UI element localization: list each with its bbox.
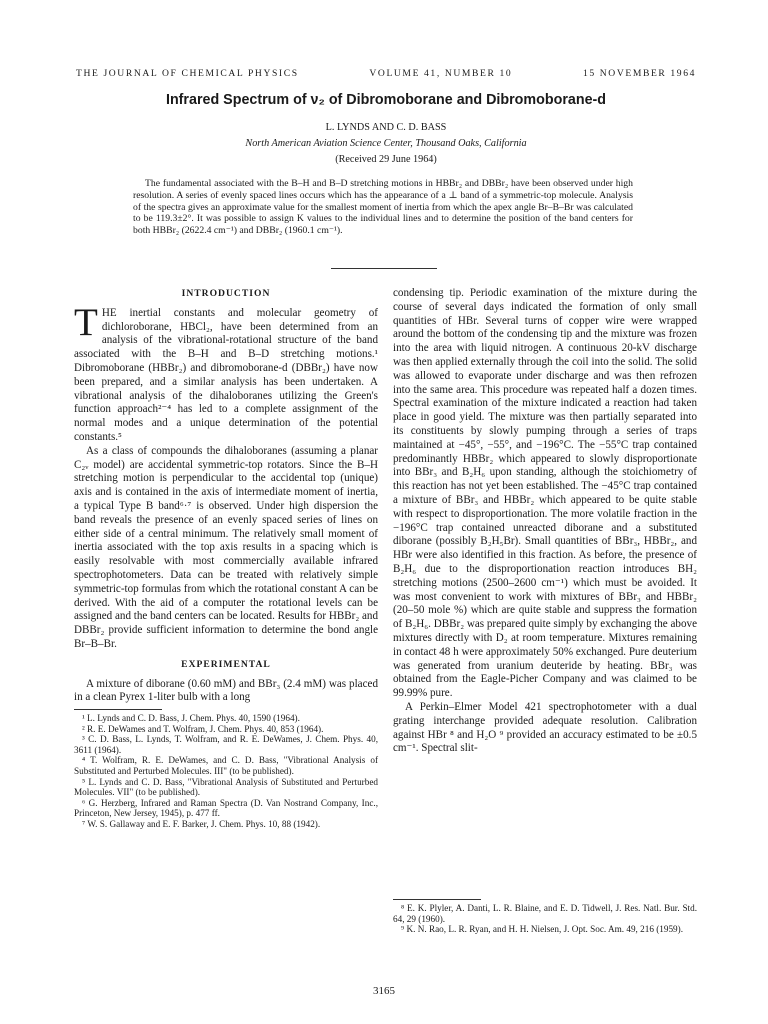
intro-paragraph-2: As a class of compounds the dihaloboranes (assuming a planar C₂ᵥ model) are accidental symmetric-top rotators. Since the B–H stretching motion is perpendicular to the accidental top (unique) axis and is contained in the axis of intermediate moment of inertia, a typical Type B band⁶·⁷ is observed. Under high dispersion the band reveals the presence of an evenly spaced series of lines on either side of a central minimum. The relatively small moment of inertia associated with the top axis results in a spacing which is easily resolvable with most commercially available infrared spectrophotometers. Data can be treated with relatively simple symmetric-top formulas from which the rotational constant A can be derived. With the aid of a computer the rotational levels can be assigned and the band centers can be located. Results for HBBr₂ and DBBr₂ provide sufficient information to determine the bond angle Br–B–Br. bbox=[74, 444, 378, 650]
abstract-divider bbox=[331, 268, 437, 269]
affiliation: North American Aviation Science Center, Thousand Oaks, California bbox=[245, 138, 527, 149]
intro-paragraph-1-text: HE inertial constants and molecular geometry of dichloroborane, HBCl₂, have been determined from an analysis of the vibrational-rotational structure of the band associated with the B–H and B–D stretching motions.¹ Dibromoborane (HBBr₂) and dibromoborane-d (DBBr₂) have now been prepared, and a similar analysis has been undertaken. A vibrational analysis of the dihaloboranes utilizing the Green's function approach²⁻⁴ has led to a complete assignment of the normal modes and a unique determination of the potential constants.⁵ bbox=[74, 306, 378, 443]
author-list: L. LYNDS AND C. D. BASS bbox=[325, 122, 447, 133]
footnote-divider-right bbox=[393, 899, 481, 900]
footnote-4: ⁴ T. Wolfram, R. E. DeWames, and C. D. Bass, "Vibrational Analysis of Substituted and Perturbed Molecules. III" (to be published). bbox=[74, 755, 378, 777]
footnote-8: ⁸ E. K. Plyler, A. Danti, L. R. Blaine, and E. D. Tidwell, J. Res. Natl. Bur. Std. 64, 29 (1960). bbox=[393, 903, 697, 924]
footnote-5: ⁵ L. Lynds and C. D. Bass, "Vibrational Analysis of Substituted and Perturbed Molecules. VII" (to be published). bbox=[74, 776, 378, 798]
footnote-9: ⁹ K. N. Rao, L. R. Ryan, and H. H. Nielsen, J. Opt. Soc. Am. 49, 216 (1959). bbox=[401, 924, 684, 935]
right-column bbox=[393, 287, 697, 935]
received-date: (Received 29 June 1964) bbox=[335, 154, 437, 165]
footnote-1: ¹ L. Lynds and C. D. Bass, J. Chem. Phys. 40, 1590 (1964). bbox=[82, 713, 300, 724]
volume-number: VOLUME 41, NUMBER 10 bbox=[369, 68, 513, 79]
footnote-7: ⁷ W. S. Gallaway and E. F. Barker, J. Chem. Phys. 10, 88 (1942). bbox=[82, 819, 321, 830]
issue-date: 15 NOVEMBER 1964 bbox=[582, 68, 696, 79]
footnotes-left bbox=[74, 713, 378, 830]
footnotes-right bbox=[393, 895, 697, 935]
experimental-paragraph-2: condensing tip. Periodic examination of the mixture during the course of several days indicated the formation of only small quantities of HBr. Several turns of copper wire were wrapped around the bottom of the condensing tip and the mixture was frozen into the area with liquid nitrogen. A continuous 20-kV discharge was then applied externally through the coil into the solid. The solid was allowed to evaporate under discharge and was then refrozen into the same area. This procedure was repeated half a dozen times. Spectral examination of the mixture indicated a reaction had taken place in good yield. The mixture was then partially separated into its constituents by slowly pumping through a series of traps maintained at −45°, −55°, and −196°C. The −55°C trap contained predominantly HBBr₂ which appeared to slowly disproportionate into BBr₃ and B₂H₆ upon standing, although the stoichiometry of this reaction has not yet been established. The −45°C trap contained a mixture of BBr₃ and HBBr₂ which appeared to be quite stable with respect to disproportionation. The more volatile fraction in the −196°C trap contained unreacted diborane and a substituted diborane (possibly B₂H₅Br). Small quantities of BBr₃, HBBr₂, and HBr were also identified in this fraction. As before, the presence of B₂H₆ due to the disproportionation reaction introduces BH₂ stretching motions (2500–2600 cm⁻¹) which must be avoided. It was most convenient to work with mixtures of BBr₃ and HBBr₂ (20–50 mole %) which are quite stable and suppress the formation of B₂H₆. DBBr₂ was prepared quite simply by exchanging the above mixtures directly with D₂ at room temperature. Mixtures remaining in contact 48 h were approximately 50% exchanged. Pure deuterium was generated from uranium deuteride by heating. BBr₃ was obtained from the Eagle-Picher Company and was claimed to be 99.99% pure. bbox=[393, 287, 697, 700]
experimental-paragraph-1: A mixture of diborane (0.60 mM) and BBr₃ (2.4 mM) was placed in a clean Pyrex 1-liter bulb with a long bbox=[74, 677, 378, 704]
footnote-6: ⁶ G. Herzberg, Infrared and Raman Spectra (D. Van Nostrand Company, Inc., Princeton, New Jersey, 1945), p. 477 ff. bbox=[74, 797, 378, 819]
experimental-heading: EXPERIMENTAL bbox=[181, 658, 271, 670]
drop-cap: T bbox=[74, 300, 98, 344]
footnote-divider bbox=[74, 709, 162, 710]
footnote-3: ³ C. D. Bass, L. Lynds, T. Wolfram, and R. E. DeWames, J. Chem. Phys. 40, 3611 (1964). bbox=[74, 734, 378, 755]
running-head bbox=[76, 68, 696, 79]
footnote-2: ² R. E. DeWames and T. Wolfram, J. Chem. Phys. 40, 853 (1964). bbox=[82, 723, 324, 734]
journal-name: THE JOURNAL OF CHEMICAL PHYSICS bbox=[76, 68, 299, 79]
intro-paragraph-1 bbox=[74, 300, 378, 445]
introduction-heading: INTRODUCTION bbox=[181, 288, 271, 299]
experimental-paragraph-3: A Perkin–Elmer Model 421 spectrophotometer with a dual grating interchange provided adequate resolution. Calibration against HBr ⁸ and H₂O ⁹ provided an accuracy estimated to be ±0.5 cm⁻¹. Spectral slit- bbox=[393, 700, 697, 755]
article-title: Infrared Spectrum of ν₂ of Dibromoborane and Dibromoborane-d bbox=[165, 92, 607, 108]
left-column bbox=[74, 287, 378, 830]
abstract: The fundamental associated with the B–H and B–D stretching motions in HBBr₂ and DBBr₂ have been observed under high resolution. A series of evenly spaced lines occurs which has the appearance of a ⊥ band of a symmetric-top molecule. Analysis of the spectra gives an approximate value for the smallest moment of inertia from which the apex angle Br–B–Br was calculated to be 119.3±2°. It was possible to assign K values to the individual lines and to determine the position of the band centers for both HBBr₂ (2622.4 cm⁻¹) and DBBr₂ (1960.1 cm⁻¹). bbox=[133, 178, 633, 237]
page-number: 3165 bbox=[373, 985, 395, 997]
